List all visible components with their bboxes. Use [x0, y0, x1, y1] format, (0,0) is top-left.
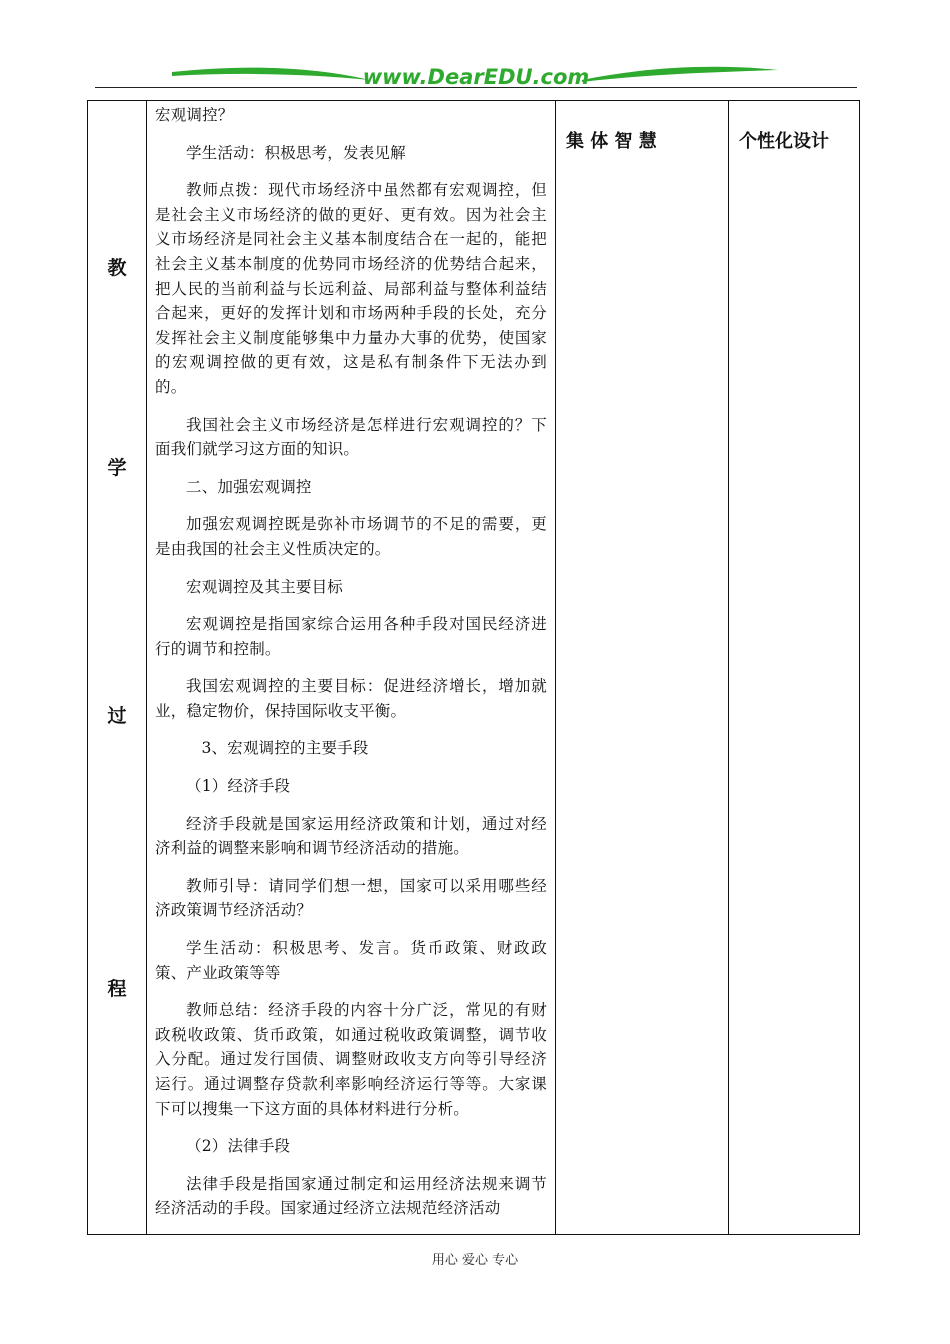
side-label-char: 过 — [107, 705, 127, 727]
personalized-design-title: 个性化设计 — [739, 131, 829, 152]
paragraph: 教师点拨：现代市场经济中虽然都有宏观调控，但是社会主义市场经济的做的更好、更有效。因为社会主义市场经济是同社会主义基本制度结合在一起的，能把社会主义基本制度的优势同市场经济的优势结合起来，把人民的当前利益与长远利益、局部利益与整体利益结合起来，更好的发挥计划和市场两种手段的长处，充分发挥社会主义制度能够集中力量办大事的优势，使国家的宏观调控做的更有效，这是私有制条件下无法办到的。 — [155, 181, 547, 396]
section-heading: 二、加强宏观调控 — [186, 477, 312, 496]
paragraph: 教师引导：请同学们想一想，国家可以采用哪些经济政策调节经济活动？ — [155, 876, 547, 920]
paragraph: 我国宏观调控的主要目标：促进经济增长，增加就业，稳定物价，保持国际收支平衡。 — [155, 677, 547, 720]
logo-site-text: www.DearEDU.com — [362, 65, 590, 89]
paragraph: 宏观调控？ — [155, 106, 234, 124]
paragraph: 宏观调控是指国家综合运用各种手段对国民经济进行的调节和控制。 — [155, 615, 547, 658]
collective-wisdom-title: 集 体 智 慧 — [566, 131, 657, 152]
paragraph: 法律手段是指国家通过制定和运用经济法规来调节经济活动的手段。国家通过经济立法规范经济活动 — [155, 1174, 547, 1218]
lesson-plan-table — [87, 100, 860, 1235]
subsection-heading: 3、宏观调控的主要手段 — [201, 739, 369, 758]
subsection-heading: （2）法律手段 — [186, 1137, 291, 1156]
header-rule — [95, 87, 857, 88]
paragraph: 教师总结：经济手段的内容十分广泛，常见的有财政税收政策、货币政策，如通过税收政策调整，调节收入分配。通过发行国债、调整财政收支方向等引导经济运行。通过调整存贷款利率影响经济运行等等。大家课下可以搜集一下这方面的具体材料进行分析。 — [155, 1001, 547, 1118]
subsection-heading: 宏观调控及其主要目标 — [186, 577, 344, 596]
paragraph: 加强宏观调控既是弥补市场调节的不足的需要，更是由我国的社会主义性质决定的。 — [155, 515, 547, 558]
teaching-process-text — [147, 101, 555, 1221]
side-label-char: 教 — [107, 257, 127, 279]
collective-wisdom-cell — [556, 101, 729, 1235]
paragraph: 学生活动：积极思考、发言。货币政策、财政政策、产业政策等等 — [155, 939, 547, 982]
teaching-process-cell — [147, 101, 556, 1235]
side-label-cell — [88, 101, 147, 1235]
footer-motto: 用心 爱心 专心 — [431, 1253, 519, 1268]
personalized-design-cell — [729, 101, 860, 1235]
paragraph: 我国社会主义市场经济是怎样进行宏观调控的？下面我们就学习这方面的知识。 — [155, 415, 547, 459]
paragraph: 经济手段就是国家运用经济政策和计划，通过对经济利益的调整来影响和调节经济活动的措施。 — [155, 814, 547, 858]
side-label-char: 程 — [107, 978, 127, 1000]
logo-right-swoosh — [582, 67, 778, 82]
subsection-heading: （1）经济手段 — [186, 777, 291, 796]
logo-left-swoosh — [172, 68, 370, 80]
paragraph: 学生活动：积极思考，发表见解 — [186, 143, 406, 162]
side-label-char: 学 — [107, 457, 127, 479]
